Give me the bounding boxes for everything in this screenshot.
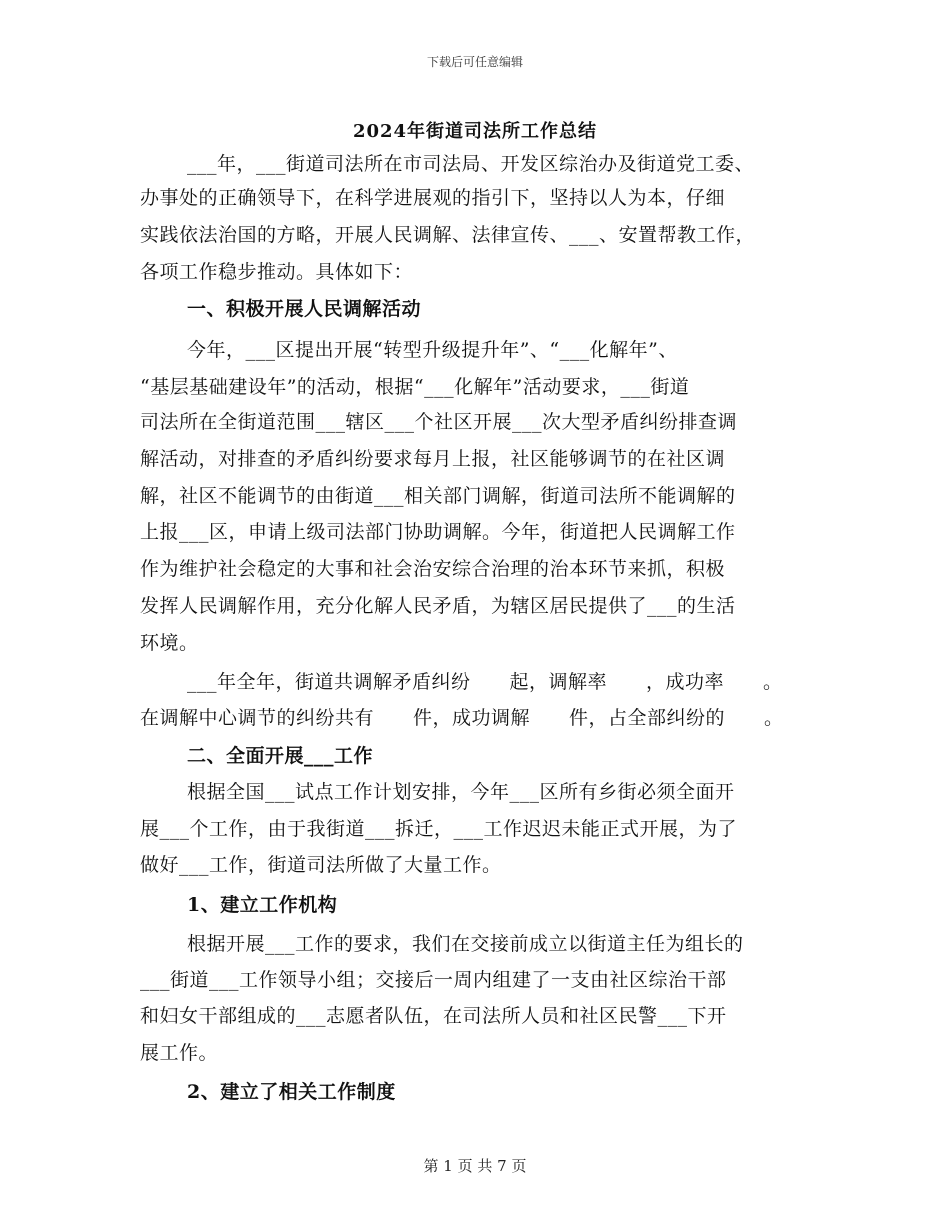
body-line: “基层基础建设年”的活动，根据“___化解年”活动要求，___街道 bbox=[140, 376, 690, 398]
body-line: 上报___区，申请上级司法部门协助调解。今年，街道把人民调解工作 bbox=[140, 521, 736, 543]
body-line: ___年全年，街道共调解矛盾纠纷 起，调解率 ，成功率 。 bbox=[187, 671, 783, 693]
section-heading: 二、全面开展___工作 bbox=[187, 745, 374, 767]
body-line: ___年，___街道司法所在市司法局、开发区综治办及街道党工委、 bbox=[187, 153, 755, 175]
body-line: 展工作。 bbox=[140, 1042, 219, 1064]
body-line: 办事处的正确领导下，在科学进展观的指引下，坚持以人为本，仔细 bbox=[140, 187, 726, 209]
body-line: 作为维护社会稳定的大事和社会治安综合治理的治本环节来抓，积极 bbox=[140, 558, 726, 580]
page-number: 第 1 页 共 7 页 bbox=[423, 1157, 527, 1175]
section-heading: 一、积极开展人民调解活动 bbox=[187, 298, 422, 320]
body-line: 和妇女干部组成的___志愿者队伍，在司法所人员和社区民警___下开 bbox=[140, 1005, 727, 1027]
body-line: 在调解中心调节的纠纷共有 件，成功调解 件，占全部纠纷的 。 bbox=[140, 707, 784, 729]
body-line: 司法所在全街道范围___辖区___个社区开展___次大型矛盾纠纷排查调 bbox=[140, 411, 738, 433]
body-line: 根据开展___工作的要求，我们在交接前成立以街道主任为组长的 bbox=[187, 933, 744, 955]
top-note: 下载后可任意编辑 bbox=[426, 55, 523, 69]
subsection-heading: 2、建立了相关工作制度 bbox=[187, 1081, 396, 1103]
body-line: ___街道___工作领导小组；交接后一周内组建了一支由社区综治干部 bbox=[140, 969, 727, 991]
body-line: 解，社区不能调节的由街道___相关部门调解，街道司法所不能调解的 bbox=[140, 485, 736, 507]
body-line: 环境。 bbox=[140, 632, 199, 654]
subsection-heading: 1、建立工作机构 bbox=[187, 894, 338, 916]
page-title: 2024年街道司法所工作总结 bbox=[352, 121, 598, 142]
body-line: 发挥人民调解作用，充分化解人民矛盾，为辖区居民提供了___的生活 bbox=[140, 595, 736, 617]
body-line: 做好___工作，街道司法所做了大量工作。 bbox=[140, 854, 502, 876]
body-line: 实践依法治国的方略，开展人民调解、法律宣传、___、安置帮教工作， bbox=[140, 224, 756, 246]
body-line: 今年，___区提出开展“转型升级提升年”、“___化解年”、 bbox=[187, 339, 678, 361]
body-line: 根据全国___试点工作计划安排，今年___区所有乡街必须全面开 bbox=[187, 781, 735, 803]
body-line: 各项工作稳步推动。具体如下： bbox=[140, 261, 414, 283]
body-line: 解活动，对排查的矛盾纠纷要求每月上报，社区能够调节的在社区调 bbox=[140, 448, 726, 470]
body-line: 展___个工作，由于我街道___拆迁，___工作迟迟未能正式开展，为了 bbox=[140, 818, 738, 840]
